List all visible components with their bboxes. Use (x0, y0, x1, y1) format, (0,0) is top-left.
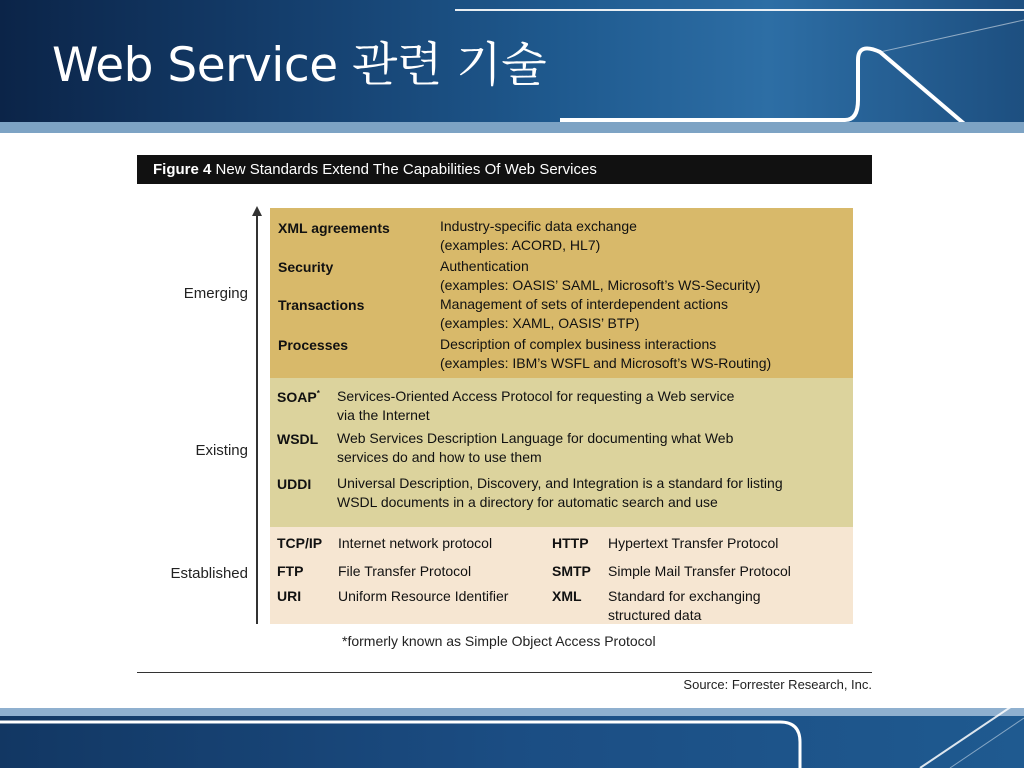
desc-transactions (440, 295, 728, 333)
desc-processes (440, 335, 771, 373)
desc-line: (examples: XAML, OASIS’ BTP) (440, 315, 640, 331)
desc-line: WSDL documents in a directory for automatic search and use (337, 494, 718, 510)
desc-line: Description of complex business interactions (440, 336, 717, 352)
desc-line: Universal Description, Discovery, and Integration is a standard for listing (337, 475, 783, 491)
desc-line: Authentication (440, 258, 529, 274)
term-xml: XML (552, 588, 582, 604)
existing-panel (270, 378, 853, 527)
footnote-marker: * (316, 389, 320, 398)
established-panel (270, 527, 853, 624)
term-uddi: UDDI (277, 476, 312, 492)
category-existing: Existing (195, 442, 248, 459)
desc-smtp: Simple Mail Transfer Protocol (608, 563, 791, 579)
category-established: Established (170, 565, 248, 582)
term-tcp-ip: TCP/IP (277, 535, 323, 551)
footer-decoration (0, 708, 1024, 768)
desc-line: services do and how to use them (337, 449, 542, 465)
desc-tcp-ip: Internet network protocol (338, 535, 493, 551)
desc-line: Web Services Description Language for documenting what Web (337, 430, 734, 446)
desc-line: Standard for exchanging (608, 588, 761, 604)
desc-line: Industry-specific data exchange (440, 218, 637, 234)
header-band (0, 122, 1024, 133)
desc-uri: Uniform Resource Identifier (338, 588, 509, 604)
slide-footer (0, 708, 1024, 768)
term-security: Security (278, 259, 334, 275)
divider (137, 672, 872, 673)
figure-label: Figure 4 (153, 161, 212, 178)
term-xml-agreements: XML agreements (278, 220, 390, 236)
term-uri: URI (277, 588, 302, 604)
desc-xml (608, 587, 761, 625)
emerging-panel (270, 208, 853, 378)
desc-xml-agreements (440, 217, 637, 255)
desc-security (440, 257, 761, 295)
desc-ftp: File Transfer Protocol (338, 563, 472, 579)
slide-title: Web Service 관련 기술 (52, 38, 547, 93)
term-ftp: FTP (277, 563, 304, 579)
desc-line: Management of sets of interdependent actions (440, 296, 728, 312)
desc-line: (examples: ACORD, HL7) (440, 237, 601, 253)
desc-soap (337, 387, 734, 425)
figure-source: Source: Forrester Research, Inc. (683, 677, 872, 692)
figure-caption: New Standards Extend The Capabilities Of Web Services (215, 161, 597, 178)
category-emerging: Emerging (183, 285, 248, 302)
slide-header (0, 0, 1024, 133)
desc-line: via the Internet (337, 407, 430, 423)
desc-line: (examples: IBM’s WSFL and Microsoft’s WS-Routing) (440, 355, 772, 371)
term-soap-label: SOAP (277, 389, 317, 405)
term-wsdl: WSDL (277, 431, 319, 447)
figure-footnote: *formerly known as Simple Object Access Protocol (342, 633, 656, 649)
maturity-axis (256, 214, 258, 624)
figure-title-bar (137, 155, 872, 184)
desc-http: Hypertext Transfer Protocol (608, 535, 779, 551)
desc-uddi (337, 474, 783, 512)
desc-line: Services-Oriented Access Protocol for requesting a Web service (337, 388, 735, 404)
term-processes: Processes (278, 337, 349, 353)
desc-wsdl (337, 429, 733, 467)
desc-line: structured data (608, 607, 702, 623)
term-http: HTTP (552, 535, 589, 551)
term-transactions: Transactions (278, 297, 365, 313)
term-soap (277, 389, 320, 405)
term-smtp: SMTP (552, 563, 591, 579)
desc-line: (examples: OASIS’ SAML, Microsoft’s WS-Security) (440, 277, 761, 293)
